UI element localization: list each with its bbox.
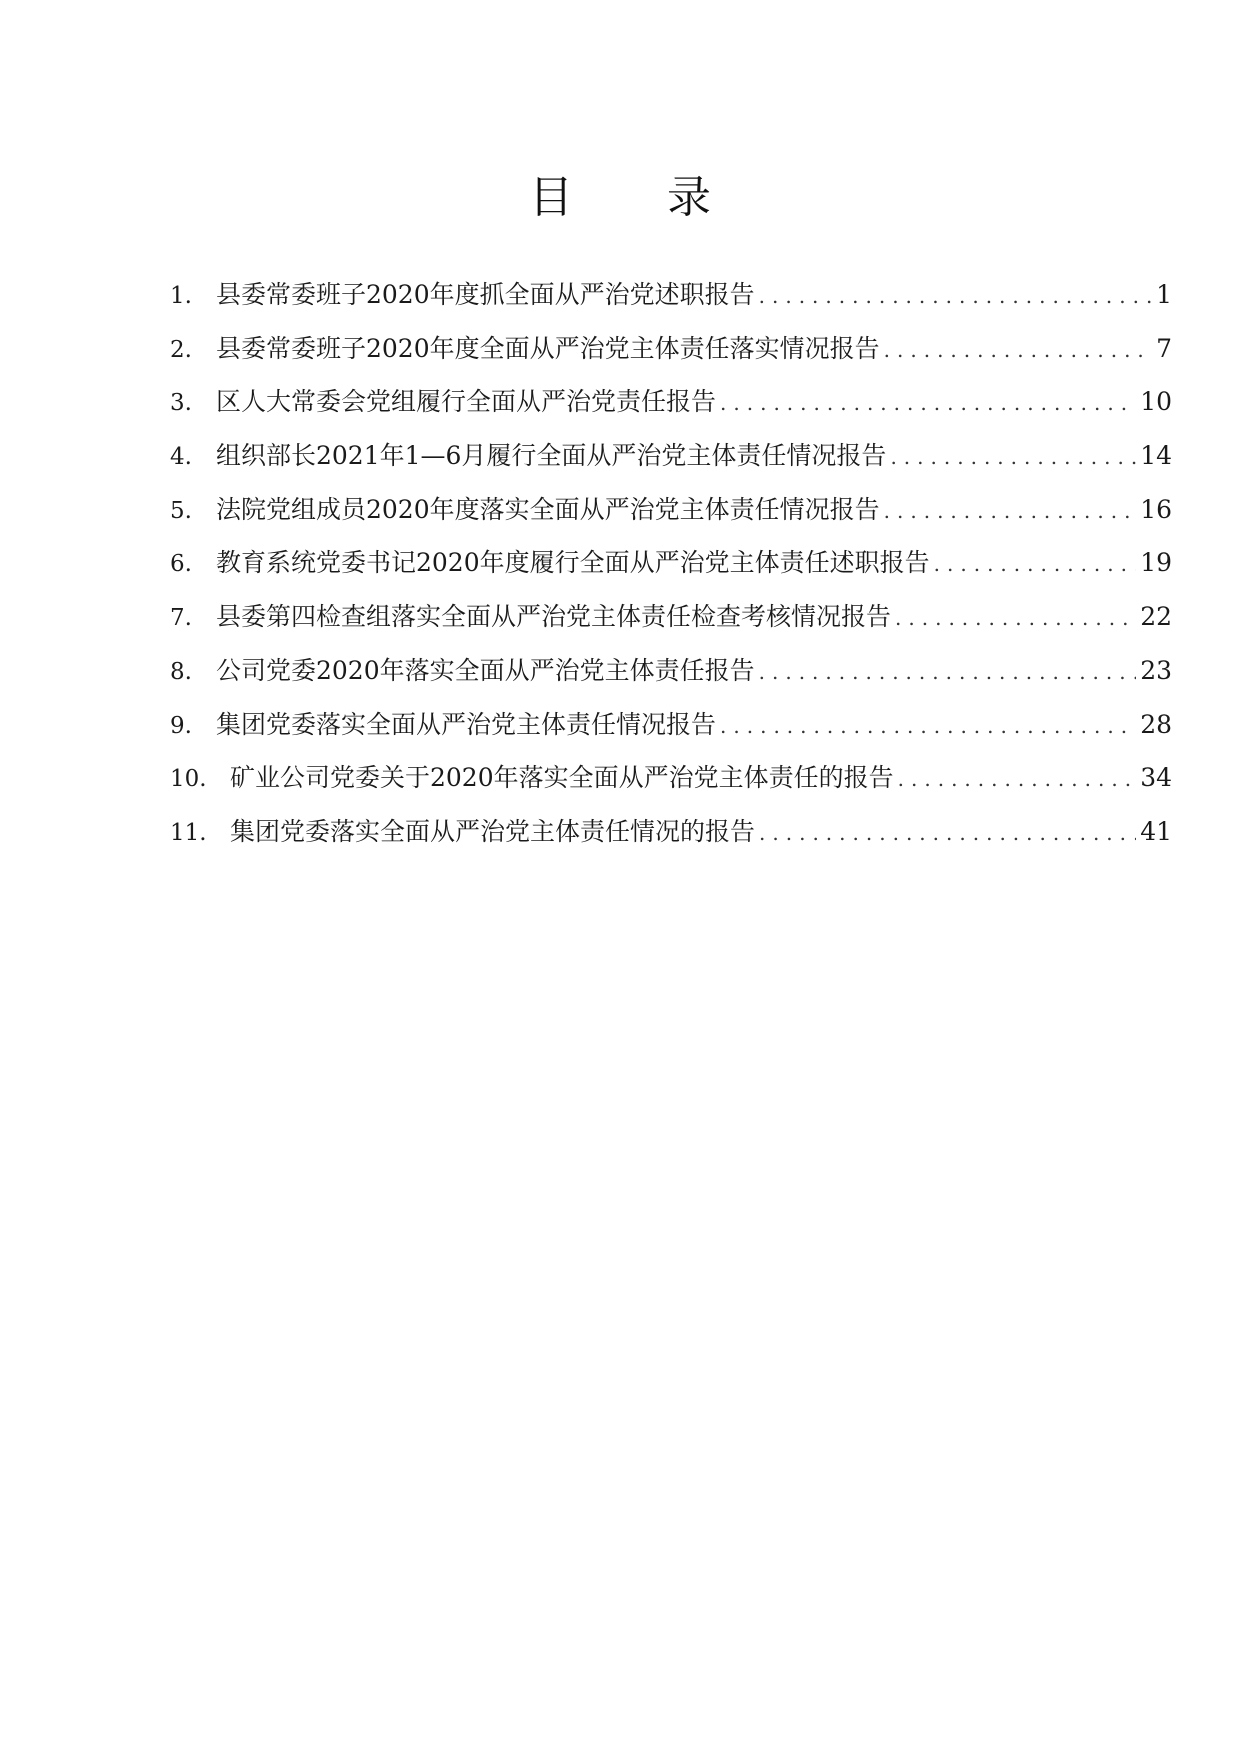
toc-entry-title: 法院党组成员2020年度落实全面从严治党主体责任情况报告 [216, 494, 880, 524]
toc-entry[interactable] [170, 590, 1172, 644]
toc-entry-page: 16 [1140, 494, 1172, 524]
toc-entry-page: 23 [1140, 655, 1172, 685]
toc-entry[interactable] [170, 698, 1172, 752]
toc-entry-number: 5. [170, 497, 192, 524]
toc-entry[interactable] [170, 322, 1172, 376]
toc-entry-page: 28 [1140, 709, 1172, 739]
toc-entry[interactable] [170, 644, 1172, 698]
toc-entry-number: 3. [170, 390, 192, 417]
toc-entry-number: 7. [170, 605, 192, 632]
toc-entry[interactable] [170, 268, 1172, 322]
toc-entry-title: 县委第四检查组落实全面从严治党主体责任检查考核情况报告 [216, 602, 892, 632]
toc-entry-title: 组织部长2021年1—6月履行全面从严治党主体责任情况报告 [216, 441, 887, 471]
toc-dot-leader [759, 270, 1152, 324]
toc-entry[interactable] [170, 751, 1172, 805]
toc-dot-leader [898, 753, 1137, 807]
toc-dot-leader [759, 646, 1137, 700]
toc-entry[interactable] [170, 483, 1172, 537]
toc-entry-title: 公司党委2020年落实全面从严治党主体责任报告 [216, 655, 755, 685]
toc-entry-page: 14 [1140, 441, 1172, 471]
toc-entry-page: 34 [1140, 763, 1172, 793]
toc-entry-title: 矿业公司党委关于2020年落实全面从严治党主体责任的报告 [230, 763, 894, 793]
toc-entry-title: 集团党委落实全面从严治党主体责任情况的报告 [230, 816, 756, 846]
page-title: 目 录 [529, 172, 751, 223]
toc-entry[interactable] [170, 429, 1172, 483]
toc-entry-number: 4. [170, 444, 192, 471]
toc-entry-page: 7 [1156, 333, 1172, 363]
toc-entry-number: 9. [170, 712, 192, 739]
toc-dot-leader [895, 592, 1136, 646]
toc-dot-leader [759, 807, 1136, 861]
toc-entry[interactable] [170, 536, 1172, 590]
toc-entry-number: 1. [170, 283, 192, 309]
toc-entry-page: 41 [1140, 816, 1172, 846]
toc-entry-title: 县委常委班子2020年度抓全面从严治党述职报告 [216, 280, 755, 309]
table-of-contents [170, 268, 1172, 859]
toc-entry-page: 10 [1140, 387, 1172, 417]
toc-dot-leader [884, 324, 1152, 378]
toc-entry-title: 集团党委落实全面从严治党主体责任情况报告 [216, 709, 717, 739]
toc-dot-leader [720, 700, 1136, 754]
toc-entry-title: 区人大常委会党组履行全面从严治党责任报告 [216, 387, 717, 417]
toc-entry[interactable] [170, 375, 1172, 429]
toc-entry-page: 19 [1140, 548, 1172, 578]
toc-entry-number: 8. [170, 658, 192, 685]
toc-dot-leader [720, 377, 1136, 431]
toc-entry[interactable] [170, 805, 1172, 859]
toc-dot-leader [890, 431, 1136, 485]
toc-entry-page: 1 [1156, 280, 1172, 309]
toc-dot-leader [884, 485, 1137, 539]
toc-dot-leader [934, 538, 1137, 592]
toc-entry-title: 县委常委班子2020年度全面从严治党主体责任落实情况报告 [216, 333, 880, 363]
toc-entry-number: 10. [170, 766, 207, 793]
toc-entry-page: 22 [1140, 602, 1172, 632]
toc-entry-number: 2. [170, 336, 192, 363]
toc-entry-number: 6. [170, 551, 192, 578]
toc-entry-title: 教育系统党委书记2020年度履行全面从严治党主体责任述职报告 [216, 548, 930, 578]
toc-entry-number: 11. [170, 819, 207, 846]
